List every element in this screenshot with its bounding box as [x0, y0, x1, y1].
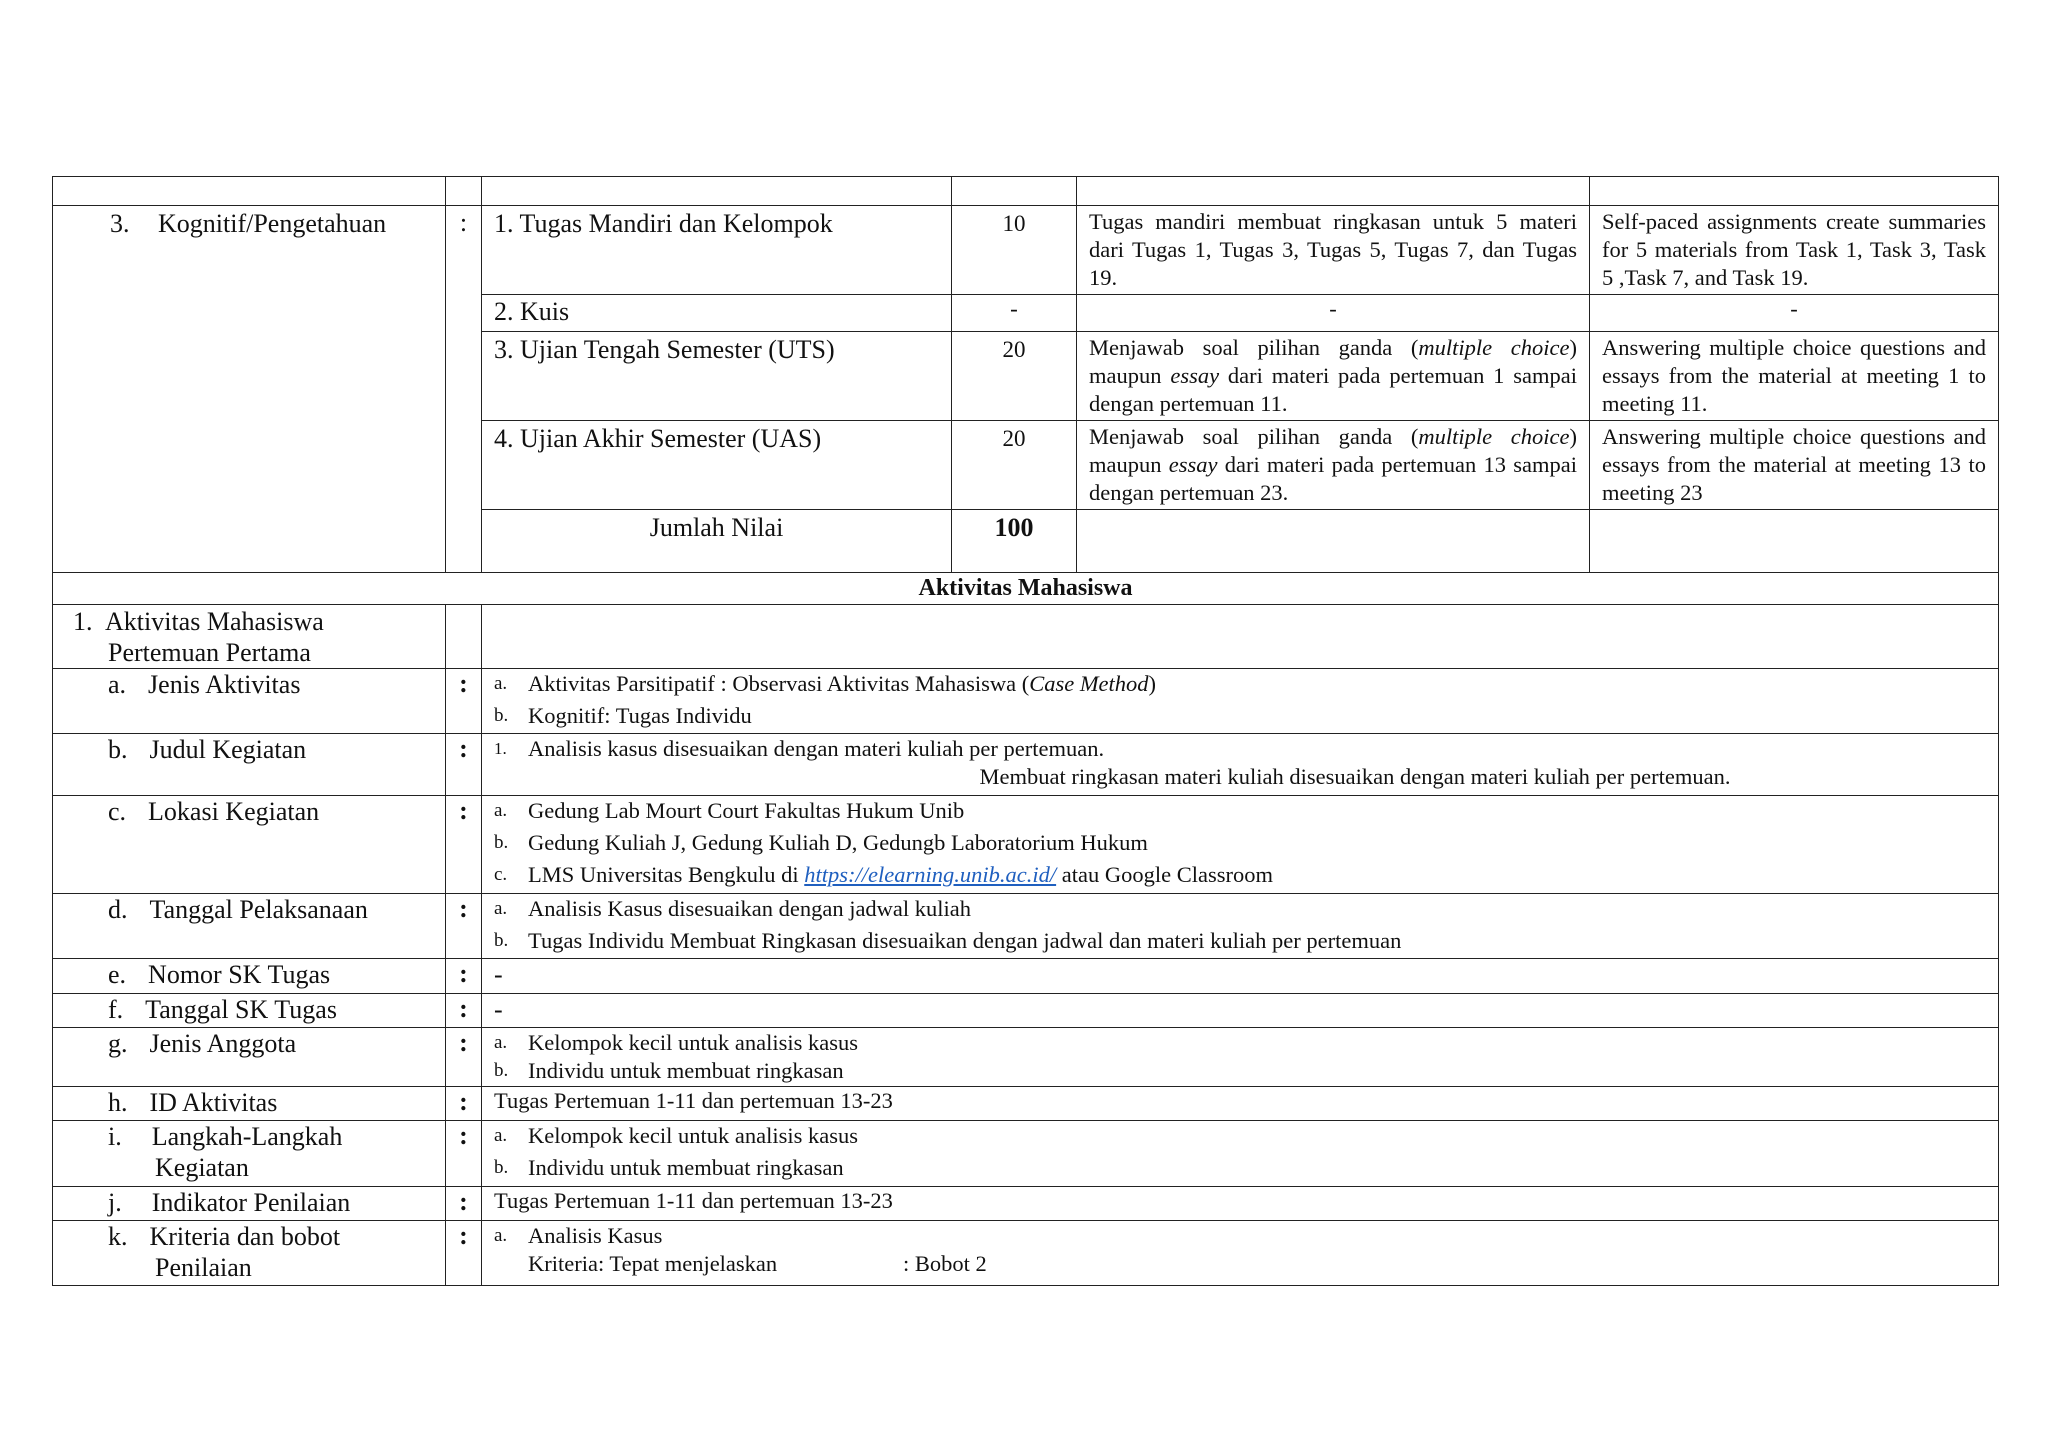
row-label: h. ID Aktivitas — [53, 1087, 446, 1121]
grading-row — [53, 206, 1999, 295]
grading-item-name: 3. Ujian Tengah Semester (UTS) — [482, 332, 952, 421]
section-header-row — [53, 573, 1999, 605]
activity-title-row — [53, 605, 1999, 669]
section-title: Aktivitas Mahasiswa — [53, 573, 1999, 605]
grading-item-weight: - — [952, 295, 1077, 332]
row-content: a. Kelompok kecil untuk analisis kasus b. Individu untuk membuat ringkasan — [482, 1028, 1999, 1087]
row-content: a. Aktivitas Parsitipatif : Observasi Aktivitas Mahasiswa (Case Method) b. Kognitif: Tugas Individu — [482, 669, 1999, 734]
colon: : — [446, 1221, 482, 1286]
activity-row-nomor-sk — [53, 959, 1999, 994]
activity-row-tanggal-sk — [53, 994, 1999, 1028]
grading-item-desc-id: Tugas mandiri membuat ringkasan untuk 5 materi dari Tugas 1, Tugas 3, Tugas 5, Tugas 7, dan Tugas 19. — [1077, 206, 1590, 295]
grading-item-weight: 20 — [952, 332, 1077, 421]
category-number: 3. — [110, 209, 130, 238]
document-page — [52, 176, 1998, 1286]
activity-title: 1. Aktivitas Mahasiswa Pertemuan Pertama — [53, 605, 446, 669]
total-value: 100 — [952, 510, 1077, 573]
row-content: a. Gedung Lab Mourt Court Fakultas Hukum Unib b. Gedung Kuliah J, Gedung Kuliah D, Gedungb Laboratorium Hukum c. LMS Universitas Bengkulu di https://elearning.unib.ac.id/ atau Google Classroom — [482, 796, 1999, 894]
activity-row-kriteria — [53, 1221, 1999, 1286]
grading-item-desc-en: - — [1590, 295, 1999, 332]
activity-row-indikator — [53, 1187, 1999, 1221]
colon: : — [446, 1187, 482, 1221]
row-content: a. Kelompok kecil untuk analisis kasus b. Individu untuk membuat ringkasan — [482, 1121, 1999, 1187]
colon: : — [446, 669, 482, 734]
colon: : — [446, 796, 482, 894]
activity-row-jenis-aktivitas — [53, 669, 1999, 734]
colon: : — [446, 994, 482, 1028]
grading-item-desc-id: Menjawab soal pilihan ganda (multiple choice) maupun essay dari materi pada pertemuan 13 sampai dengan pertemuan 23. — [1077, 421, 1590, 510]
grading-category-cell — [53, 206, 446, 573]
grading-item-name: 2. Kuis — [482, 295, 952, 332]
grading-item-desc-en: Answering multiple choice questions and essays from the material at meeting 1 to meeting 11. — [1590, 332, 1999, 421]
colon: : — [446, 1087, 482, 1121]
activity-row-langkah-kegiatan — [53, 1121, 1999, 1187]
row-label: b. Judul Kegiatan — [53, 734, 446, 796]
row-content: Tugas Pertemuan 1-11 dan pertemuan 13-23 — [482, 1187, 1999, 1221]
row-label: e. Nomor SK Tugas — [53, 959, 446, 994]
row-label: f. Tanggal SK Tugas — [53, 994, 446, 1028]
activity-row-tanggal-pelaksanaan — [53, 894, 1999, 959]
category-label: Kognitif/Pengetahuan — [158, 209, 387, 238]
colon: : — [446, 894, 482, 959]
grading-item-name: 4. Ujian Akhir Semester (UAS) — [482, 421, 952, 510]
elearning-link[interactable]: https://elearning.unib.ac.id/ — [804, 862, 1057, 887]
row-content: - — [482, 994, 1999, 1028]
grading-item-desc-en: Answering multiple choice questions and essays from the material at meeting 13 to meeting 23 — [1590, 421, 1999, 510]
empty-header-row — [53, 177, 1999, 206]
colon: : — [446, 959, 482, 994]
row-content: a. Analisis Kasus disesuaikan dengan jadwal kuliah b. Tugas Individu Membuat Ringkasan disesuaikan dengan jadwal dan materi kuliah per pertemuan — [482, 894, 1999, 959]
row-content: a. Analisis Kasus Kriteria: Tepat menjelaskan : Bobot 2 — [482, 1221, 1999, 1286]
grading-item-desc-id: - — [1077, 295, 1590, 332]
colon: : — [446, 206, 482, 573]
row-label: j. Indikator Penilaian — [53, 1187, 446, 1221]
row-label: k. Kriteria dan bobot Penilaian — [53, 1221, 446, 1286]
grading-item-desc-en: Self-paced assignments create summaries for 5 materials from Task 1, Task 3, Task 5 ,Task 7, and Task 19. — [1590, 206, 1999, 295]
colon: : — [446, 1121, 482, 1187]
activity-row-lokasi-kegiatan — [53, 796, 1999, 894]
row-label: g. Jenis Anggota — [53, 1028, 446, 1087]
grading-item-desc-id: Menjawab soal pilihan ganda (multiple choice) maupun essay dari materi pada pertemuan 1 sampai dengan pertemuan 11. — [1077, 332, 1590, 421]
colon: : — [446, 734, 482, 796]
row-label: d. Tanggal Pelaksanaan — [53, 894, 446, 959]
rps-table — [52, 176, 1999, 1286]
row-content: - — [482, 959, 1999, 994]
grading-item-weight: 10 — [952, 206, 1077, 295]
row-content: 1. Analisis kasus disesuaikan dengan materi kuliah per pertemuan. Membuat ringkasan materi kuliah disesuaikan dengan materi kuliah per pertemuan. — [482, 734, 1999, 796]
grading-item-weight: 20 — [952, 421, 1077, 510]
grading-item-name: 1. Tugas Mandiri dan Kelompok — [482, 206, 952, 295]
activity-row-id-aktivitas — [53, 1087, 1999, 1121]
row-label: a. Jenis Aktivitas — [53, 669, 446, 734]
row-content: Tugas Pertemuan 1-11 dan pertemuan 13-23 — [482, 1087, 1999, 1121]
total-label: Jumlah Nilai — [482, 510, 952, 573]
activity-row-jenis-anggota — [53, 1028, 1999, 1087]
activity-row-judul-kegiatan — [53, 734, 1999, 796]
row-label: i. Langkah-Langkah Kegiatan — [53, 1121, 446, 1187]
row-label: c. Lokasi Kegiatan — [53, 796, 446, 894]
colon: : — [446, 1028, 482, 1087]
